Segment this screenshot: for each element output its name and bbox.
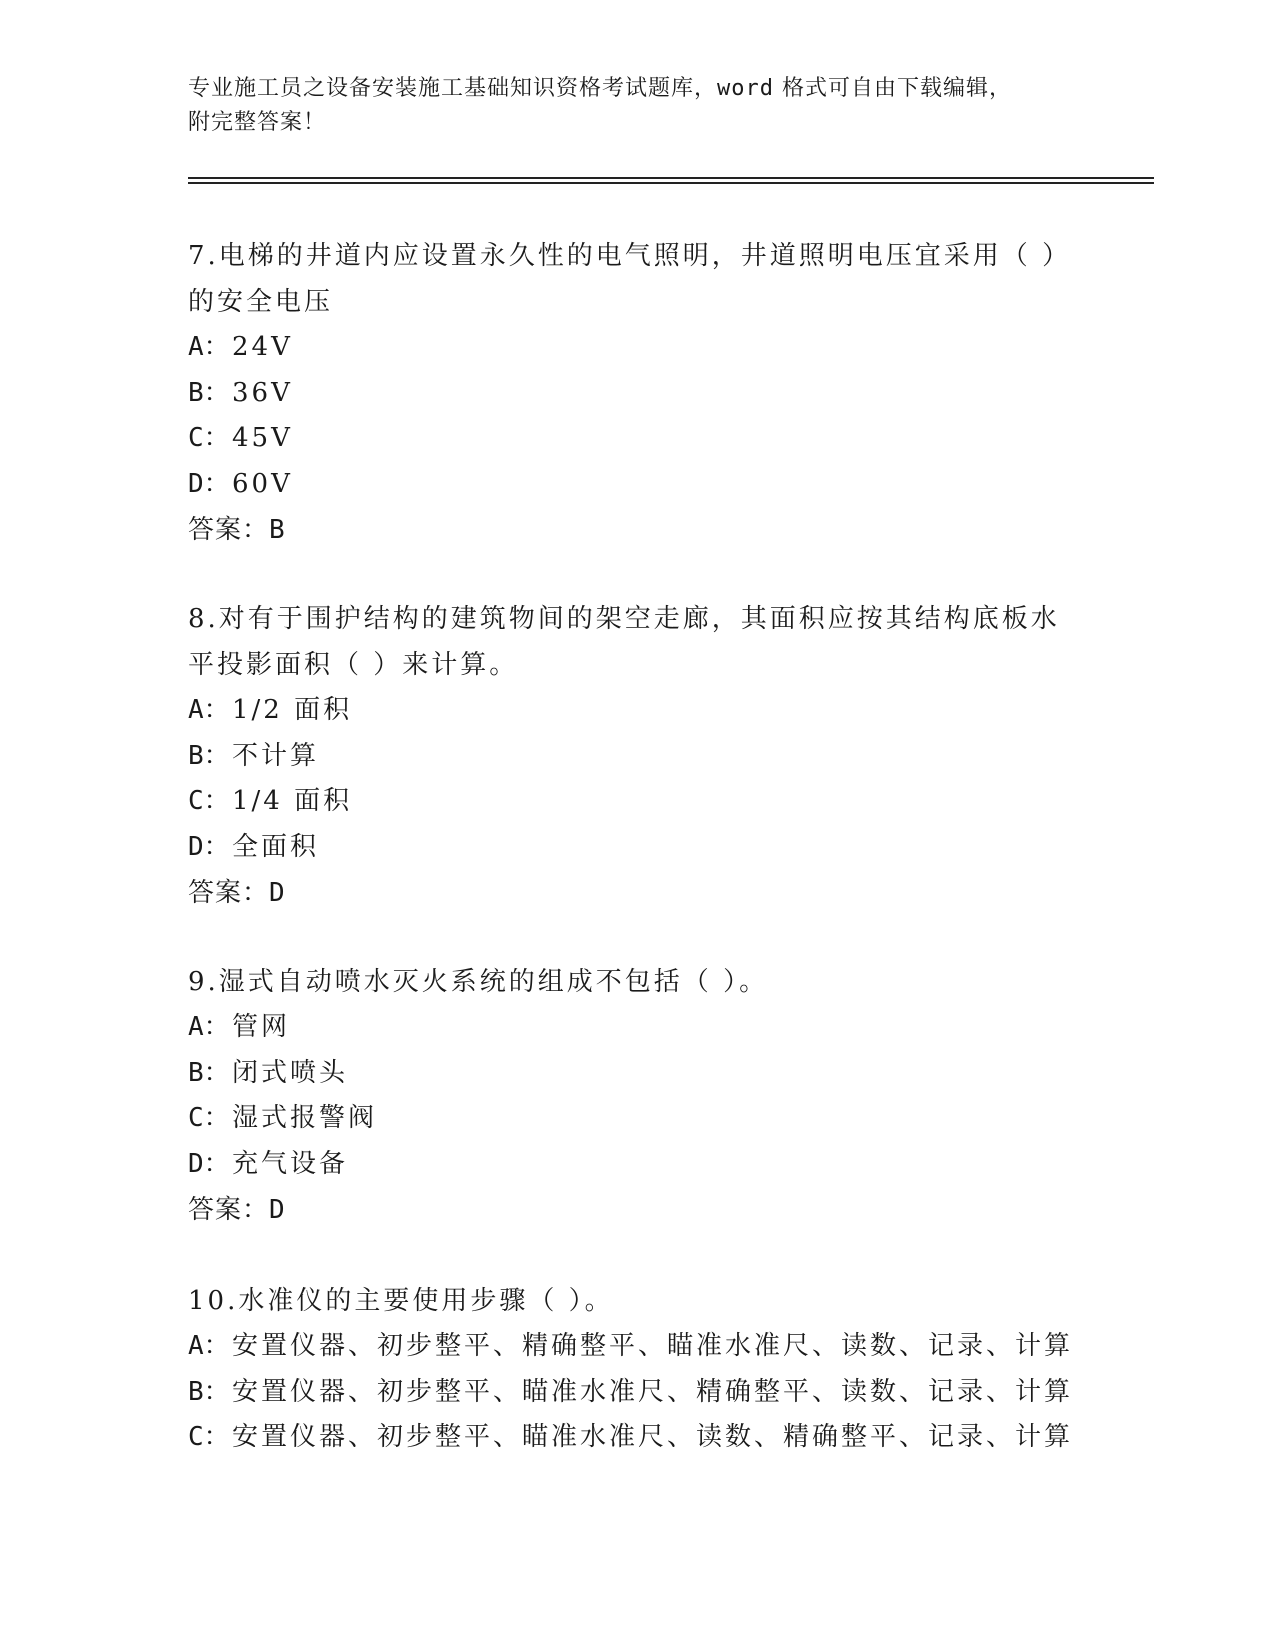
option-b [188,1370,1088,1416]
option-key: C： [188,423,230,453]
option-c [188,416,1088,462]
option-b [188,371,1088,417]
option-text: 36V [232,377,293,408]
option-a [188,1005,1088,1051]
option-text: 湿式报警阀 [232,1103,378,1133]
header-text-part1: 专业施工员之设备安装施工基础知识资格考试题库， [188,76,718,101]
question-stem: 9.湿式自动喷水灭火系统的组成不包括（ ）。 [188,967,769,997]
option-c [188,1096,1088,1142]
option-d [188,1142,1088,1188]
question-8 [188,596,1088,916]
option-a [188,688,1088,734]
option-text: 60V [232,468,293,499]
option-key: B： [188,377,230,408]
option-key: A： [188,332,230,362]
option-text: 1/2 面积 [232,695,353,725]
option-c [188,1415,1088,1461]
option-key: C： [188,1103,230,1133]
option-text: 不计算 [232,740,320,771]
option-key: B： [188,1057,230,1088]
answer-label: 答案： [188,878,270,908]
answer-line [188,507,1088,553]
option-key: B： [188,740,230,771]
option-text: 充气设备 [232,1148,349,1179]
answer-value: D [269,1195,286,1225]
question-7 [188,233,1088,553]
answer-line [188,1187,1088,1233]
header-divider-top [188,177,1154,179]
question-10 [188,1278,1088,1461]
option-text: 24V [232,332,293,362]
question-stem: 7.电梯的井道内应设置永久性的电气照明，井道照明电压宜采用（ ）的安全电压 [188,241,1072,317]
header-line-1 [188,72,1068,106]
header-divider-bottom [188,182,1154,184]
option-text: 闭式喷头 [232,1057,349,1088]
option-a [188,1324,1088,1370]
option-text: 45V [232,423,293,453]
option-text: 安置仪器、初步整平、瞄准水准尺、精确整平、读数、记录、计算 [232,1376,1074,1407]
answer-label: 答案： [188,515,270,545]
document-header [188,72,1068,140]
option-text: 1/4 面积 [232,786,353,816]
answer-value: D [269,878,286,908]
option-b [188,734,1088,780]
option-d [188,462,1088,508]
header-text-word: word [717,76,774,101]
option-d [188,825,1088,871]
option-key: B： [188,1376,230,1407]
option-key: C： [188,786,230,816]
option-key: A： [188,695,230,725]
answer-line [188,870,1088,916]
option-text: 安置仪器、初步整平、瞄准水准尺、读数、精确整平、记录、计算 [232,1422,1074,1452]
option-a [188,325,1088,371]
option-key: D： [188,831,230,862]
option-key: C： [188,1422,230,1452]
answer-label: 答案： [188,1195,270,1225]
option-key: D： [188,1148,230,1179]
option-b [188,1051,1088,1097]
option-text: 全面积 [232,831,320,862]
option-key: D： [188,468,230,499]
option-key: A： [188,1331,230,1361]
question-9 [188,959,1088,1233]
option-text: 管网 [232,1012,291,1042]
answer-value: B [269,515,286,545]
question-stem: 10.水准仪的主要使用步骤（ ）。 [188,1286,614,1316]
option-key: A： [188,1012,230,1042]
question-stem: 8.对有于围护结构的建筑物间的架空走廊，其面积应按其结构底板水平投影面积（ ）来计算。 [188,604,1060,680]
header-text-part2: 格式可自由下载编辑， [774,76,1012,101]
option-c [188,779,1088,825]
header-line-2: 附完整答案！ [188,110,327,135]
option-text: 安置仪器、初步整平、精确整平、瞄准水准尺、读数、记录、计算 [232,1331,1074,1361]
